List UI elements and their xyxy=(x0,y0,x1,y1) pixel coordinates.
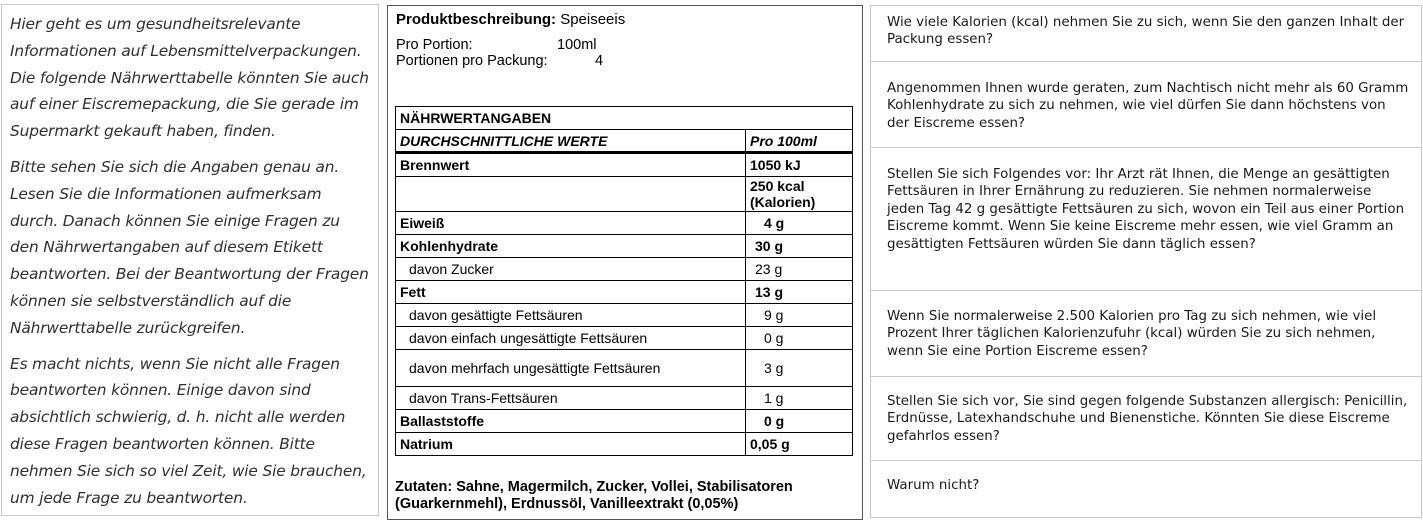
question-text: Wenn Sie normalerweise 2.500 Kalorien pro Tag zu sich nehmen, wie viel Prozent Ihrer täglichen Kalorienzufuhr (kcal) würden Sie zu sich nehmen, wenn Sie eine Portion Eiscreme essen? xyxy=(887,309,1377,359)
nutrient-value: 30 g xyxy=(746,235,853,258)
question-item xyxy=(871,461,1421,517)
nutrient-name: Ballaststoffe xyxy=(396,410,746,433)
question-text: Warum nicht? xyxy=(887,478,980,493)
nutrient-name: Natrium xyxy=(396,433,746,456)
nutrient-name: davon Zucker xyxy=(396,258,746,281)
intro-paragraph: Bitte sehen Sie sich die Angaben genau an. Lesen Sie die Informationen aufmerksam durch. Danach können Sie einige Fragen zu den Nährwertangaben auf diesem Etikett beantworten. Bei der Beantwortung der Fragen können sie selbstverständlich auf die Nährwerttabelle zurückgreifen. xyxy=(10,157,369,337)
intro-paragraph: Es macht nichts, wenn Sie nicht alle Fragen beantworten können. Einige davon sind absichtlich schwierig, d. h. nicht alle werden diese Fragen beantworten können. Bitte nehmen Sie sich so viel Zeit, wie Sie brauchen, um jede Frage zu beantworten. xyxy=(10,354,367,507)
nutrient-value: 1 g xyxy=(746,387,853,410)
table-title-row xyxy=(396,107,853,130)
question-item xyxy=(871,148,1421,291)
table-row xyxy=(396,177,853,212)
instructions-panel xyxy=(1,4,379,516)
product-description-key: Produktbeschreibung: xyxy=(396,11,557,28)
table-row xyxy=(396,235,853,258)
table-title: NÄHRWERTANGABEN xyxy=(396,107,853,130)
portion-key: Pro Portion: xyxy=(396,37,473,53)
portions-per-pack-line xyxy=(396,53,604,69)
ingredients-list: Zutaten: Sahne, Magermilch, Zucker, Vollei, Stabilisatoren (Guarkernmehl), Erdnussöl, Vanilleextrakt (0,05%) xyxy=(395,479,793,512)
nutrient-name: Kohlenhydrate xyxy=(396,235,746,258)
nutrient-name: davon Trans-Fettsäuren xyxy=(396,387,746,410)
portion-value: 100ml xyxy=(557,37,597,53)
question-text: Stellen Sie sich vor, Sie sind gegen folgende Substanzen allergisch: Penicillin, Erdnüsse, Latexhandschuhe und Bienenstiche. Könnten Sie diese Eiscreme gefahrlos essen? xyxy=(887,394,1408,444)
question-item xyxy=(871,291,1421,377)
nutrition-table xyxy=(395,106,853,456)
portions-key: Portionen pro Packung: xyxy=(396,53,548,69)
table-row xyxy=(396,153,853,177)
table-header-row xyxy=(396,130,853,153)
table-row xyxy=(396,433,853,456)
intro-paragraph: Hier geht es um gesundheitsrelevante Informationen auf Lebensmittelverpackungen. Die folgende Nährwerttabelle könnten Sie auch auf einer Eiscremepackung, die Sie gerade im Supermarkt gekauft haben, finden. xyxy=(10,15,369,141)
nutrient-value: 4 g xyxy=(746,212,853,235)
product-description xyxy=(396,11,625,28)
nutrient-name: davon einfach ungesättigte Fettsäuren xyxy=(396,327,746,350)
nutrient-value: 250 kcal (Kalorien) xyxy=(746,177,853,212)
table-row xyxy=(396,387,853,410)
table-row xyxy=(396,212,853,235)
table-row xyxy=(396,350,853,387)
questions-panel xyxy=(870,5,1422,518)
question-item xyxy=(871,62,1421,148)
nutrient-name: davon mehrfach ungesättigte Fettsäuren xyxy=(396,350,746,387)
question-item xyxy=(871,6,1421,62)
question-text: Wie viele Kalorien (kcal) nehmen Sie zu sich, wenn Sie den ganzen Inhalt der Packung essen? xyxy=(887,15,1405,48)
nutrient-name: Fett xyxy=(396,281,746,304)
nutrient-name xyxy=(396,177,746,212)
table-row xyxy=(396,281,853,304)
nutrition-label xyxy=(387,5,863,520)
portion-line xyxy=(396,37,597,53)
table-row xyxy=(396,410,853,433)
nutrient-name: Eiweiß xyxy=(396,212,746,235)
nutrient-value: 3 g xyxy=(746,350,853,387)
column-header-values: DURCHSCHNITTLICHE WERTE xyxy=(396,130,746,153)
nutrient-name: davon gesättigte Fettsäuren xyxy=(396,304,746,327)
question-item xyxy=(871,377,1421,461)
nutrient-name: Brennwert xyxy=(396,153,746,177)
table-row xyxy=(396,327,853,350)
product-description-value: Speiseeis xyxy=(560,11,626,28)
nutrient-value: 9 g xyxy=(746,304,853,327)
table-row xyxy=(396,258,853,281)
column-header-per-100ml: Pro 100ml xyxy=(746,130,853,153)
nutrient-value: 0 g xyxy=(746,410,853,433)
question-text: Angenommen Ihnen wurde geraten, zum Nachtisch nicht mehr als 60 Gramm Kohlenhydrate zu sich zu nehmen, wie viel dürfen Sie dann höchstens von der Eiscreme essen? xyxy=(887,81,1409,131)
table-row xyxy=(396,304,853,327)
nutrient-value: 0 g xyxy=(746,327,853,350)
nutrient-value: 13 g xyxy=(746,281,853,304)
nutrient-value: 0,05 g xyxy=(746,433,853,456)
nutrient-value: 23 g xyxy=(746,258,853,281)
nutrient-value: 1050 kJ xyxy=(746,153,853,177)
question-text: Stellen Sie sich Folgendes vor: Ihr Arzt rät Ihnen, die Menge an gesättigten Fettsäuren in Ihrer Ernährung zu reduzieren. Sie nehmen normalerweise jeden Tag 42 g gesättigte Fettsäuren zu sich, wovon ein Teil aus einer Portion Eiscreme kommt. Wenn Sie keine Eiscreme mehr essen, wie viel Gramm an gesättigten Fettsäuren würden Sie dann täglich essen? xyxy=(887,167,1405,252)
portions-value: 4 xyxy=(595,53,604,69)
